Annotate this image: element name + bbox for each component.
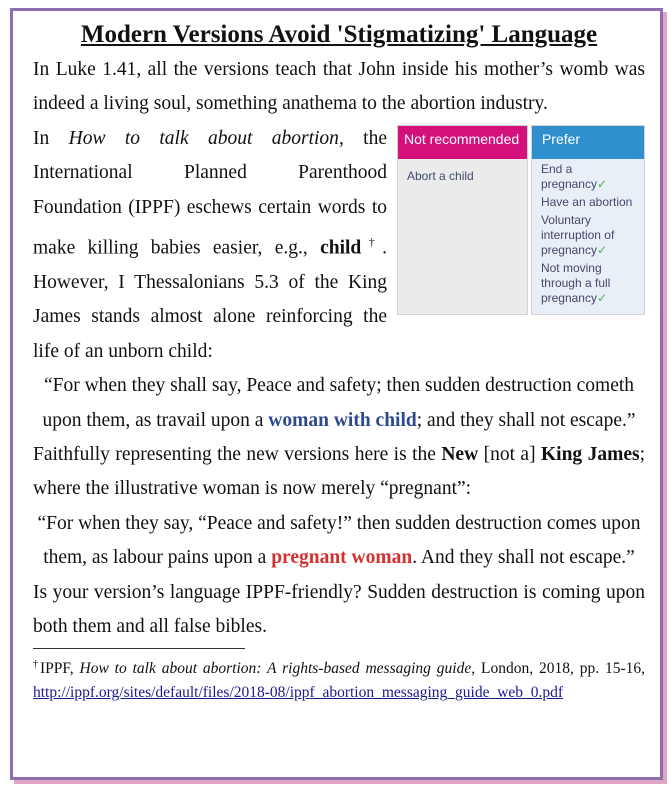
bordered-frame bbox=[10, 8, 663, 780]
footnote-link[interactable]: http://ippf.org/sites/default/files/2018-08/ippf_abortion_messaging_guide_web_0.pdf bbox=[33, 683, 564, 701]
prefer-item: Have an abortion bbox=[540, 194, 633, 209]
book-title: How to talk about abortion bbox=[68, 127, 339, 149]
not-recommended-column bbox=[397, 125, 528, 315]
prefer-column bbox=[531, 125, 645, 315]
not-recommended-item: Abort a child bbox=[407, 168, 474, 183]
check-icon: ✓ bbox=[596, 176, 608, 191]
dagger-mark: † bbox=[361, 235, 383, 250]
page-title: Modern Versions Avoid 'Stigmatizing' Language bbox=[80, 21, 598, 48]
not-recommended-header: Not recommended bbox=[398, 126, 527, 159]
bold-word-child: child bbox=[320, 237, 362, 259]
nkjv-quote: “For when they say, “Peace and safety!” then sudden destruction comes upon them, as labour pains upon a pregnant woman. And they shall not escape.” bbox=[37, 512, 641, 569]
nkjv-highlight: pregnant woman bbox=[271, 547, 413, 569]
intro-paragraph: In Luke 1.41, all the versions teach that John inside his mother’s womb was indeed a living soul, something anathema to the abortion industry. bbox=[33, 59, 645, 115]
check-icon: ✓ bbox=[596, 290, 608, 305]
language-guide-image bbox=[397, 125, 645, 315]
check-icon: ✓ bbox=[596, 242, 608, 257]
prefer-item: Voluntary interruption of pregnancy✓ bbox=[540, 212, 615, 257]
footnote: †IPPF, How to talk about abortion: A rights-based messaging guide, London, 2018, pp. 15-16, http://ippf.org/sites/default/files/2018-08/ippf_abortion_messaging_guide_web_0.pdf bbox=[33, 659, 645, 701]
kjv-highlight: woman with child bbox=[268, 409, 417, 431]
closing-paragraph: Is your version’s language IPPF-friendly? Sudden destruction is coming upon both them and all false bibles. bbox=[33, 581, 645, 637]
prefer-item: End a pregnancy✓ bbox=[540, 161, 608, 191]
prefer-header: Prefer bbox=[532, 126, 644, 159]
footnote-divider bbox=[33, 648, 245, 649]
kjv-quote: “For when they shall say, Peace and safety; then sudden destruction cometh upon them, as travail upon a woman with child; and they shall not escape.” bbox=[42, 375, 636, 431]
nkjv-intro-paragraph: Faithfully representing the new versions here is the New [not a] King James; where the illustrative woman is now merely “pregnant”: bbox=[33, 443, 646, 500]
ippf-paragraph: In How to talk about abortion, the International Planned Parenthood Foundation (IPPF) eschews certain words to make killing babies easier, e.g., child†. However, I Thessalonians 5.3 of the King James stands almost alone reinforcing the life of an unborn child: bbox=[33, 127, 388, 362]
document-body bbox=[33, 17, 645, 704]
prefer-item: Not moving through a full pregnancy✓ bbox=[540, 260, 611, 305]
